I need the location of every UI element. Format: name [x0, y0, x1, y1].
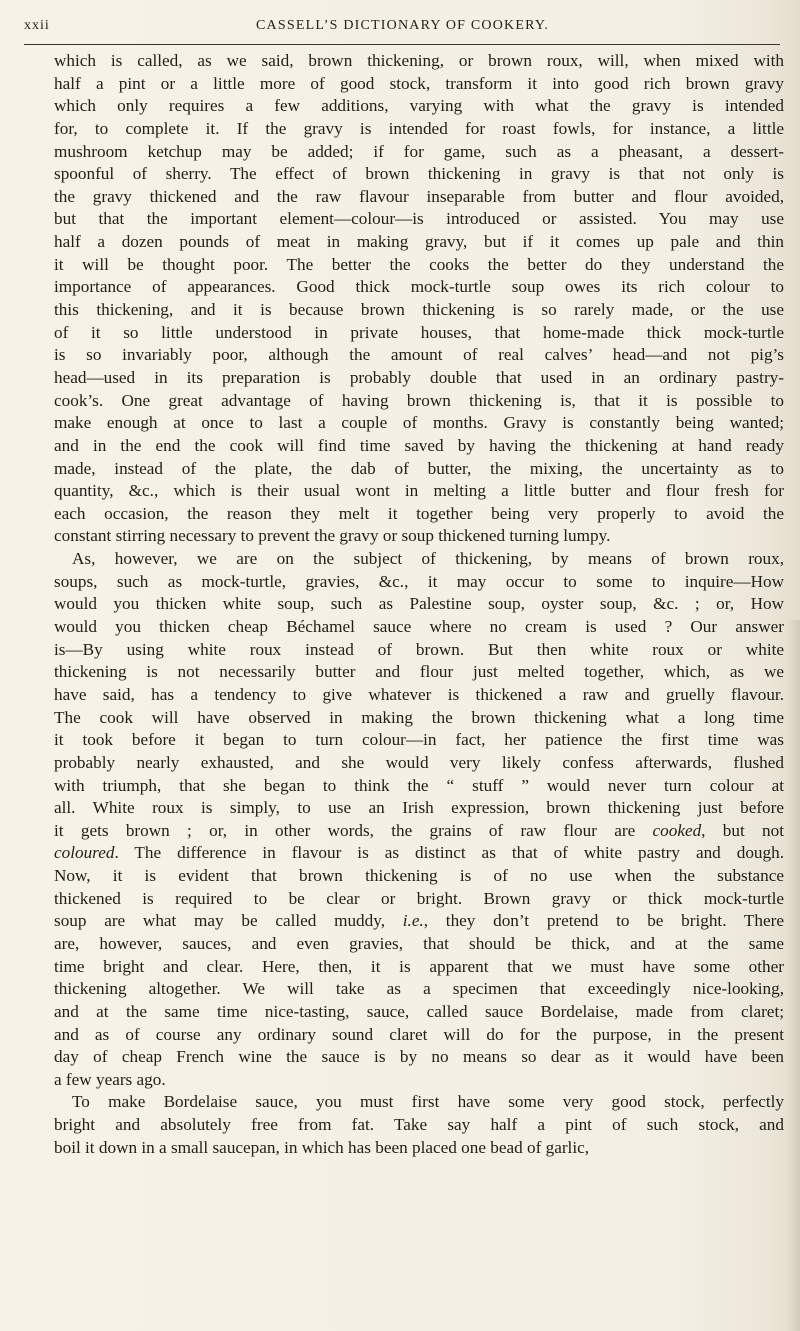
text-line: it took before it began to turn colour—in fact, her patience the first time was — [54, 730, 784, 750]
text-line: Now, it is evident that brown thickening is of no use when the substance — [54, 866, 784, 886]
text-line: have said, has a tendency to give whatever is thickened a raw and gruelly flavour. — [54, 684, 784, 704]
text-line: As, however, we are on the subject of thickening, by means of brown roux, — [72, 549, 784, 569]
text-line: cook’s. One great advantage of having brown thickening is, that it is possible to — [54, 390, 784, 410]
text-line: thickened is required to be clear or bright. Brown gravy or thick mock-turtle — [54, 888, 784, 908]
page-number: xxii — [24, 18, 50, 33]
text-line: thickening is not necessarily butter and flour just melted together, which, as we — [54, 662, 784, 682]
text-line: each occasion, the reason they melt it together being very properly to avoid the — [54, 503, 784, 523]
text-line: and as of course any ordinary sound claret will do for the purpose, in the present — [54, 1024, 784, 1044]
text-line: but that the important element—colour—is introduced or assisted. You may use — [54, 209, 784, 229]
header-rule — [24, 44, 780, 45]
text-line: is—By using white roux instead of brown. But then white roux or white — [54, 639, 784, 659]
text-line: soups, such as mock-turtle, gravies, &c., it may occur to some to inquire—How — [54, 571, 784, 591]
paragraph — [54, 50, 784, 548]
text-line: time bright and clear. Here, then, it is apparent that we must have some other — [54, 956, 784, 976]
text-line: and in the end the cook will find time saved by having the thickening at hand ready — [54, 435, 784, 455]
text-line: half a pint or a little more of good stock, transform it into good rich brown gravy — [54, 73, 784, 93]
text-line: all. White roux is simply, to use an Irish expression, brown thickening just before — [54, 798, 784, 818]
text-line: is so invariably poor, although the amount of real calves’ head—and not pig’s — [54, 345, 784, 365]
text-line: the gravy thickened and the raw flavour inseparable from butter and flour avoided, — [54, 186, 784, 206]
text-line: boil it down in a small saucepan, in which has been placed one bead of garlic, — [54, 1137, 590, 1157]
text-line: thickening altogether. We will take as a specimen that exceedingly nice-looking, — [54, 979, 784, 999]
text-line: of it so little understood in private houses, that home-made thick mock-turtle — [54, 322, 784, 342]
text-line: constant stirring necessary to prevent the gravy or soup thickened turning lumpy. — [54, 526, 611, 546]
text-line: day of cheap French wine the sauce is by no means so dear as it would have been — [54, 1047, 784, 1067]
text-line: head—used in its preparation is probably double that used in an ordinary pastry- — [54, 367, 784, 387]
paragraph — [54, 548, 784, 1091]
text-line: half a dozen pounds of meat in making gravy, but if it comes up pale and thin — [54, 232, 784, 252]
text-line: spoonful of sherry. The effect of brown thickening in gravy is that not only is — [54, 164, 784, 184]
text-line: make enough at once to last a couple of months. Gravy is constantly being wanted; — [54, 413, 784, 433]
text-line: which only requires a few additions, varying with what the gravy is intended — [54, 96, 784, 116]
text-line: it will be thought poor. The better the cooks the better do they understand the — [54, 254, 784, 274]
text-line: coloured. The difference in flavour is as distinct as that of white pastry and dough. — [54, 843, 784, 863]
running-head: CASSELL’S DICTIONARY OF COOKERY. — [256, 18, 550, 33]
text-line: with triumph, that she began to think the “ stuff ” would never turn colour at — [54, 775, 784, 795]
text-line: made, instead of the plate, the dab of butter, the mixing, the uncertainty as to — [54, 458, 784, 478]
text-line: The cook will have observed in making the brown thickening what a long time — [54, 707, 784, 727]
text-line: probably nearly exhausted, and she would very likely confess afterwards, flushed — [54, 752, 784, 772]
text-line: a few years ago. — [54, 1069, 166, 1089]
text-line: soup are what may be called muddy, i.e., they don’t pretend to be bright. There — [54, 911, 784, 931]
text-line: quantity, &c., which is their usual wont in melting a little butter and flour fresh for — [54, 481, 784, 501]
text-line: would you thicken cheap Béchamel sauce where no cream is used ? Our answer — [54, 617, 784, 637]
text-line: To make Bordelaise sauce, you must first have some very good stock, perfectly — [72, 1092, 784, 1112]
text-line: importance of appearances. Good thick mock-turtle soup owes its rich colour to — [54, 277, 784, 297]
text-line: bright and absolutely free from fat. Take say half a pint of such stock, and — [54, 1115, 784, 1135]
text-line: this thickening, and it is because brown thickening is so rarely made, or the use — [54, 300, 784, 320]
text-line: for, to complete it. If the gravy is intended for roast fowls, for instance, a little — [54, 118, 784, 138]
page-header — [24, 14, 780, 42]
text-line: are, however, sauces, and even gravies, that should be thick, and at the same — [54, 933, 784, 953]
text-line: would you thicken white soup, such as Palestine soup, oyster soup, &c. ; or, How — [54, 594, 784, 614]
page-edge-shadow — [786, 620, 800, 1331]
body-text — [54, 50, 784, 1159]
paragraph — [54, 1091, 784, 1159]
text-line: mushroom ketchup may be added; if for game, such as a pheasant, a dessert- — [54, 141, 784, 161]
text-line: it gets brown ; or, in other words, the grains of raw flour are cooked, but not — [54, 820, 784, 840]
text-line: and at the same time nice-tasting, sauce, called sauce Bordelaise, made from claret; — [54, 1001, 784, 1021]
text-line: which is called, as we said, brown thickening, or brown roux, will, when mixed with — [54, 51, 784, 70]
